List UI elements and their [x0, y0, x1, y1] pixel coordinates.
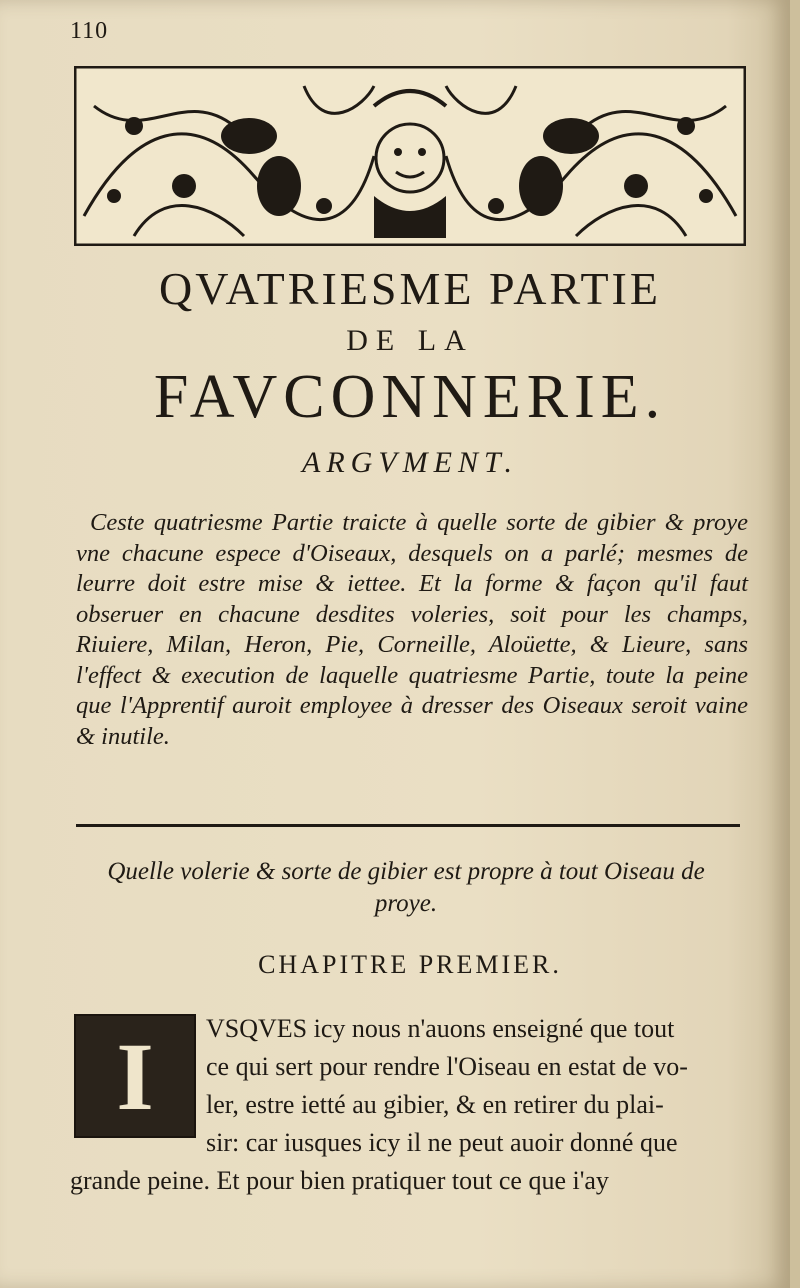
body-line: ce qui sert pour rendre l'Oiseau en estat de vo-: [206, 1052, 688, 1081]
chapter-body: [206, 1010, 746, 1162]
part-subtitle: DE LA: [346, 324, 474, 357]
body-line: VSQVES icy nous n'auons enseigné que tout: [206, 1014, 675, 1043]
body-line-last: grande peine. Et pour bien pratiquer tout ce que i'ay: [70, 1166, 609, 1195]
argument-paragraph: Ceste quatriesme Partie traicte à quelle sorte de gibier & proye vne chacune espece d'Oiseaux, desquels on a parlé; mesmes de leurre doit estre mise & iettee. Et la forme & façon qu'il faut obseruer en chacune desdites voleries, soit pour les champs, Riuiere, Milan, Heron, Pie, Corneille, Aloüette, & Lieure, sans l'effect & execution de laquelle quatriesme Partie, toute la peine que l'Apprentif auroit employee à dresser des Oiseaux seroit vaine & inutile.: [76, 509, 748, 750]
book-title: FAVCONNERIE.: [153, 363, 667, 431]
body-line: sir: car iusques icy il ne peut auoir donné que: [206, 1128, 678, 1157]
body-line: ler, estre ietté au gibier, & en retirer du plai-: [206, 1090, 664, 1119]
page-number: 110: [70, 18, 109, 44]
part-title: QVATRIESME PARTIE: [159, 263, 661, 314]
initial-letter: I: [116, 1023, 154, 1130]
decorated-initial: [74, 1014, 196, 1138]
horizontal-rule: [76, 824, 740, 827]
chapter-number: CHAPITRE PREMIER.: [258, 950, 562, 979]
ornamental-headpiece: [74, 66, 746, 246]
argument-heading: ARGVMENT.: [302, 446, 518, 479]
chapter-title: Quelle volerie & sorte de gibier est propre à tout Oiseau de proye.: [107, 858, 705, 917]
